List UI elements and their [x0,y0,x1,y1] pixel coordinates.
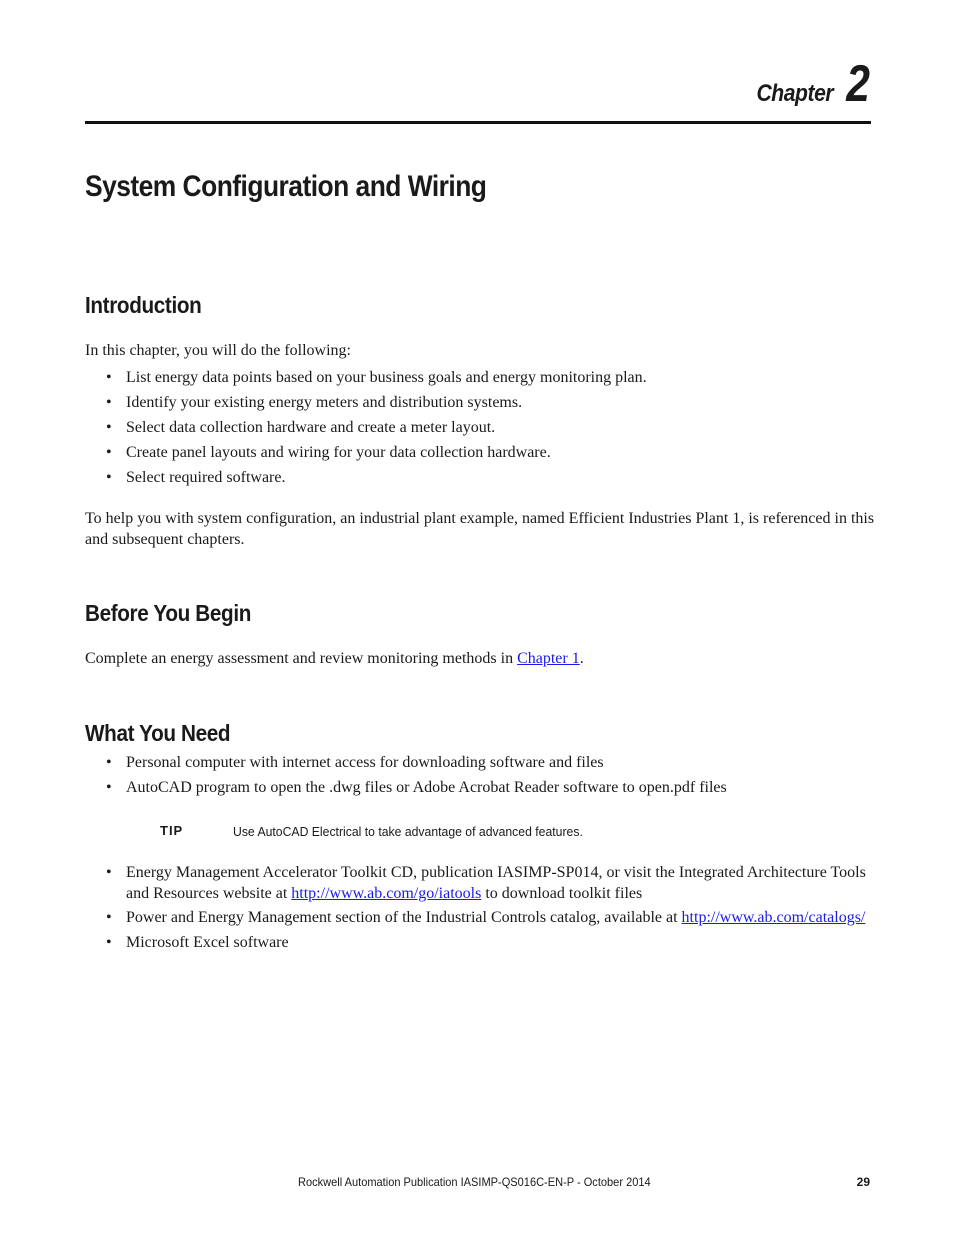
before-you-begin-text: Complete an energy assessment and review monitoring methods in Chapter 1. [85,650,584,667]
catalogs-link[interactable]: http://www.ab.com/catalogs/ [681,909,866,926]
list-item: • Energy Management Accelerator Toolkit CD, publication IASIMP-SP014, or visit the Integrated Architecture Tools and Resources website at http://www.ab.com/go/iatools to download toolkit files [106,864,866,902]
requirements-list-a [106,752,876,798]
what-you-need-heading: What You Need [85,720,231,746]
bullet-icon: • [106,754,112,771]
list-item: • Select data collection hardware and create a meter layout. [106,419,496,436]
before-you-begin-heading: Before You Begin [85,600,252,626]
introduction-list [106,367,876,488]
introduction-heading: Introduction [85,292,202,318]
bullet-icon: • [106,394,112,411]
bullet-icon: • [106,864,112,881]
list-item: • Identify your existing energy meters and distribution systems. [106,394,523,411]
introduction-lead: In this chapter, you will do the following: [85,342,351,359]
bullet-icon: • [106,934,112,951]
list-item: • Power and Energy Management section of the Industrial Controls catalog, available at http://www.ab.com/catalogs/ [106,909,866,926]
list-item: • Create panel layouts and wiring for your data collection hardware. [106,444,551,461]
iatools-link[interactable]: http://www.ab.com/go/iatools [291,885,482,902]
list-item: • List energy data points based on your business goals and energy monitoring plan. [106,369,647,386]
bullet-icon: • [106,909,112,926]
chapter-heading [746,55,870,113]
page-number: 29 [856,1175,870,1189]
list-item: • Select required software. [106,469,286,486]
chapter-number: 2 [846,55,870,113]
bullet-icon: • [106,779,112,796]
list-item: • AutoCAD program to open the .dwg files or Adobe Acrobat Reader software to open.pdf files [106,779,727,796]
list-item: • Microsoft Excel software [106,934,289,951]
chapter-1-link[interactable]: Chapter 1 [517,650,580,667]
bullet-icon: • [106,444,112,461]
bullet-icon: • [106,369,112,386]
footer-publication: Rockwell Automation Publication IASIMP-QS016C-EN-P - October 2014 [298,1175,651,1189]
chapter-rule [85,121,871,124]
bullet-icon: • [106,419,112,436]
bullet-icon: • [106,469,112,486]
tip-text: Use AutoCAD Electrical to take advantage of advanced features. [233,824,583,839]
chapter-label: Chapter [756,80,834,107]
introduction-paragraph: To help you with system configuration, an industrial plant example, named Efficient Industries Plant 1, is referenced in this and subsequent chapters. [85,510,875,548]
page-title: System Configuration and Wiring [85,170,487,203]
requirements-list-b [106,862,876,953]
tip-label: TIP [160,823,184,838]
list-item: • Personal computer with internet access for downloading software and files [106,754,604,771]
